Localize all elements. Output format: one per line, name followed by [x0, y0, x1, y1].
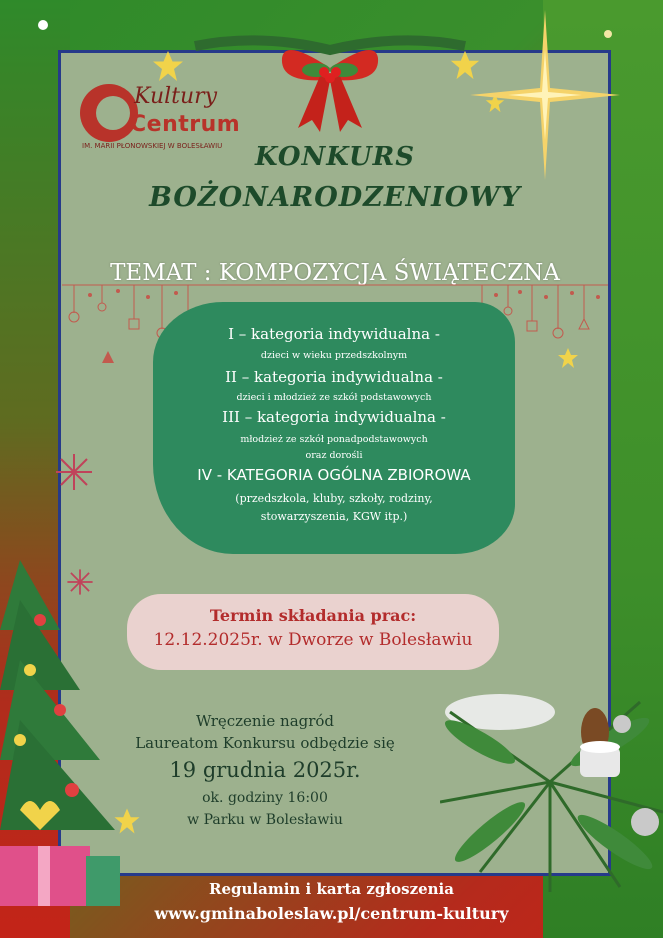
category-3-desc2: oraz dorośli [305, 450, 363, 461]
award-date: 19 grudnia 2025r. [169, 758, 361, 782]
snowflake-icon [54, 452, 94, 492]
deadline-box [127, 594, 499, 670]
category-2-name: II – kategoria indywidualna - [225, 368, 443, 386]
category-3-desc: młodzież ze szkół ponadpodstawowych [240, 434, 428, 445]
award-time: ok. godziny 16:00 [202, 790, 328, 806]
logo-word-kultury: Kultury [134, 84, 218, 109]
award-place: w Parku w Bolesławiu [187, 812, 343, 828]
title-line-2: BOŻONARODZENIOWY [149, 182, 521, 213]
logo-subtitle: IM. MARII PŁONOWSKIEJ W BOLESŁAWIU [82, 142, 223, 150]
award-line-2: Laureatom Konkursu odbędzie się [135, 734, 395, 752]
category-1-name: I – kategoria indywidualna - [228, 325, 440, 343]
star-icon [150, 48, 186, 84]
category-4-desc: (przedszkola, kluby, szkoły, rodziny, [235, 492, 433, 505]
topic-heading: TEMAT : KOMPOZYCJA ŚWIĄTECZNA [110, 260, 560, 286]
deadline-value: 12.12.2025r. w Dworze w Bolesławiu [153, 630, 473, 650]
category-4-desc2: stowarzyszenia, KGW itp.) [260, 510, 408, 523]
category-4-name: IV - KATEGORIA OGÓLNA ZBIOROWA [197, 466, 471, 484]
footer-link[interactable]: www.gminaboleslaw.pl/centrum-kultury [154, 904, 509, 923]
award-line-1: Wręczenie nagród [195, 712, 335, 730]
snow-dot [38, 20, 48, 30]
deadline-label: Termin składania prac: [209, 606, 417, 625]
category-2-desc: dzieci i młodzież ze szkół podstawowych [236, 392, 432, 403]
category-3-name: III – kategoria indywidualna - [222, 408, 446, 426]
title-line-1: KONKURS [254, 142, 416, 172]
logo-word-centrum: Centrum [130, 112, 241, 137]
evergreen-candle-decoration-icon [440, 672, 663, 892]
category-1-desc: dzieci w wieku przedszkolnym [260, 350, 408, 361]
footer-line-1: Regulamin i karta zgłoszenia [209, 880, 454, 898]
christmas-tree-icon [0, 560, 120, 860]
